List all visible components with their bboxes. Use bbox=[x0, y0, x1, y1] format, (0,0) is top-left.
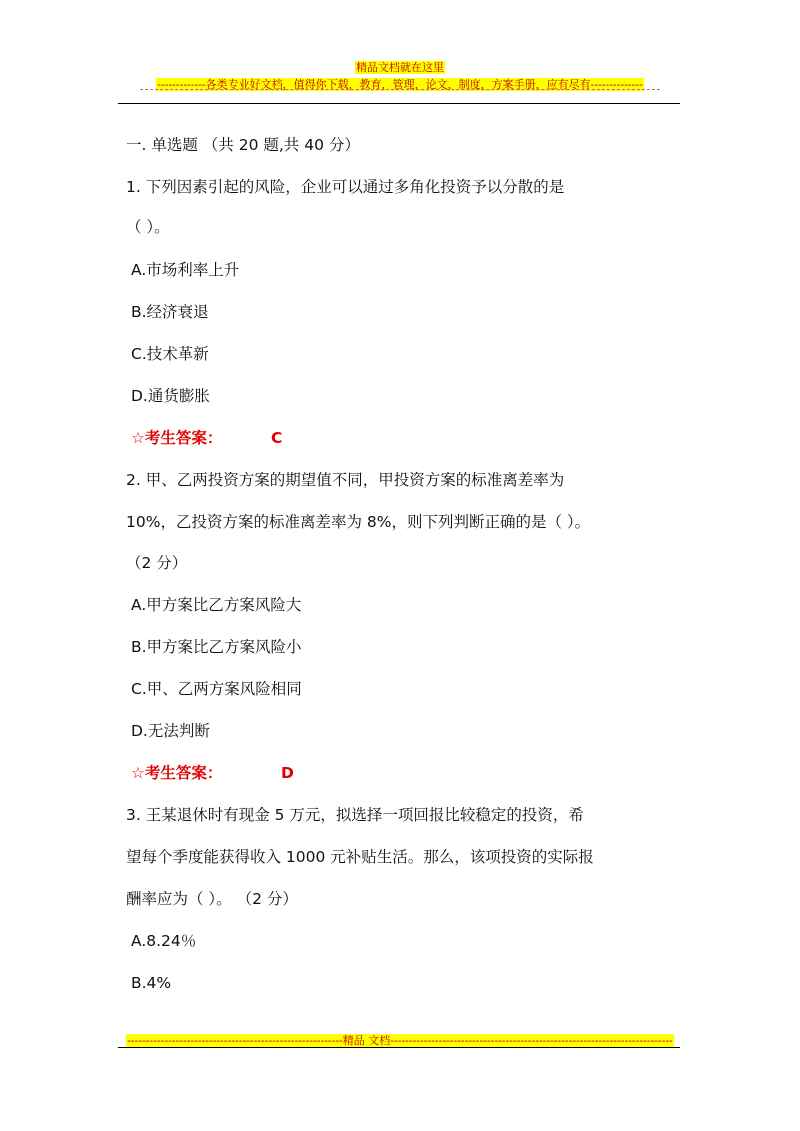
answer-value: C bbox=[271, 429, 283, 447]
footer-banner bbox=[0, 1029, 800, 1048]
question-1-option-d: D.通货膨胀 bbox=[131, 387, 210, 405]
question-2-line-1: 2. 甲、乙两投资方案的期望值不同，甲投资方案的标准离差率为 bbox=[126, 471, 565, 489]
question-3-option-a: A.8.24％ bbox=[131, 932, 197, 950]
answer-label: ☆考生答案： bbox=[131, 429, 223, 447]
question-1-option-a: A.市场利率上升 bbox=[131, 261, 240, 279]
question-1-option-b: B.经济衰退 bbox=[131, 303, 209, 321]
question-1-line-1: 1. 下列因素引起的风险，企业可以通过多角化投资予以分散的是 bbox=[126, 178, 565, 196]
question-1-answer bbox=[131, 427, 283, 449]
answer-value: D bbox=[281, 764, 294, 782]
question-3-line-2: 望每个季度能获得收入 1000 元补贴生活。那么，该项投资的实际报 bbox=[126, 848, 594, 866]
footer-text: ----------------------------------------------------------精品 文档---------------------------------------------------------------------------- bbox=[127, 1034, 673, 1047]
question-2-line-2: 10%，乙投资方案的标准离差率为 8%，则下列判断正确的是（ ）。 bbox=[126, 513, 591, 531]
header-dashed-divider bbox=[140, 89, 660, 90]
question-3-option-b: B.4% bbox=[131, 974, 172, 992]
question-3-line-3: 酬率应为（ ）。 （2 分） bbox=[126, 890, 298, 908]
question-3-line-1: 3. 王某退休时有现金 5 万元，拟选择一项回报比较稳定的投资，希 bbox=[126, 806, 584, 824]
question-2-answer bbox=[131, 762, 294, 784]
footer-rule bbox=[118, 1047, 680, 1048]
question-2-option-b: B.甲方案比乙方案风险小 bbox=[131, 638, 302, 656]
question-2-option-d: D.无法判断 bbox=[131, 722, 210, 740]
header-rule bbox=[118, 103, 680, 104]
answer-label: ☆考生答案： bbox=[131, 764, 223, 782]
question-1-option-c: C.技术革新 bbox=[131, 345, 209, 363]
section-heading: 一. 单选题 （共 20 题,共 40 分） bbox=[126, 136, 360, 154]
question-2-option-c: C.甲、乙两方案风险相同 bbox=[131, 680, 302, 698]
question-2-line-3: （2 分） bbox=[126, 554, 188, 572]
question-2-option-a: A.甲方案比乙方案风险大 bbox=[131, 596, 302, 614]
question-1-line-2: （ ）。 bbox=[126, 218, 170, 236]
header-subtitle-text: -------------各类专业好文档，值得你下载，教育，管理，论文，制度，方案手册，应有尽有-------------- bbox=[157, 78, 643, 91]
header-title-text: 精品文档就在这里 bbox=[356, 61, 444, 74]
